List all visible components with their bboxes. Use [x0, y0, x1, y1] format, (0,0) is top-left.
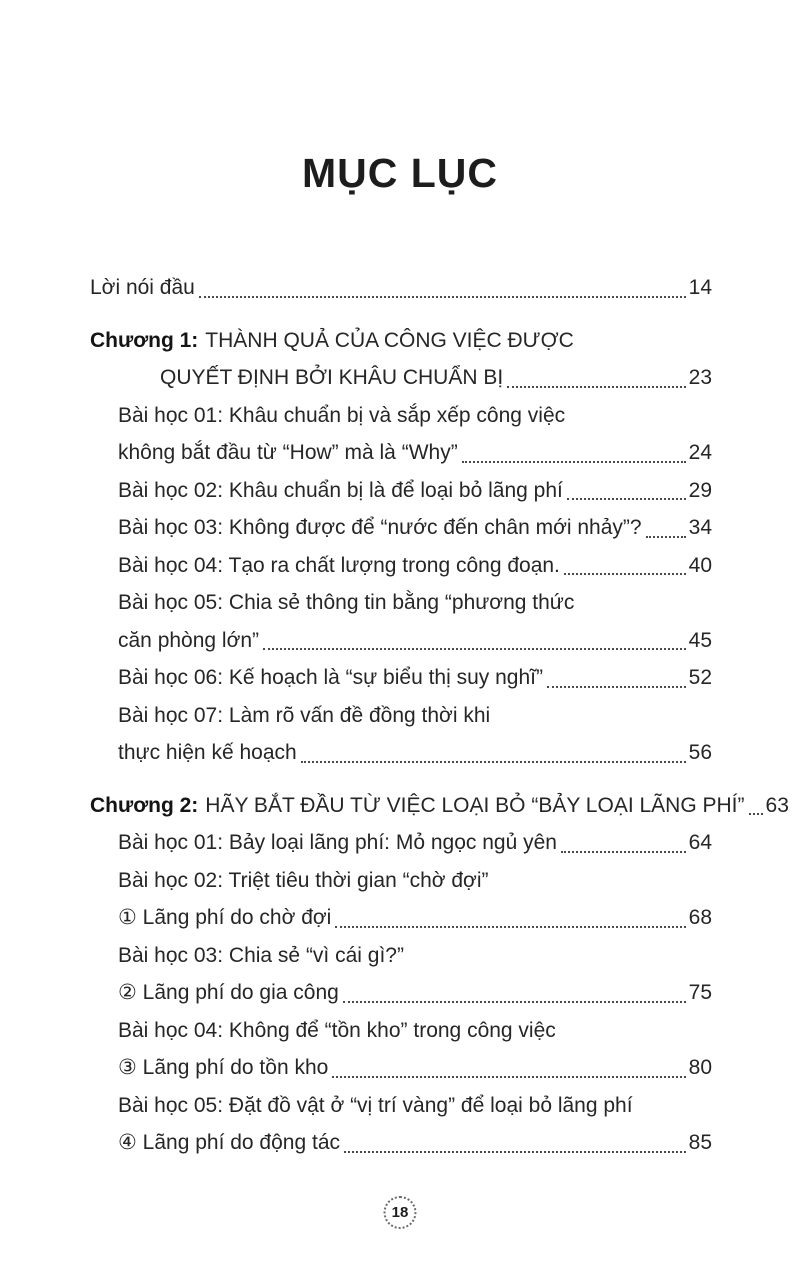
toc-page-number: 85	[688, 1131, 712, 1154]
toc-entry	[90, 787, 789, 825]
toc-line-text: Bài học 02: Khâu chuẩn bị là để loại bỏ lãng phí	[118, 478, 563, 502]
toc-line	[90, 1049, 712, 1087]
toc-entry	[90, 472, 712, 510]
toc-line-text: thực hiện kế hoạch	[118, 741, 297, 764]
dotted-leader	[749, 813, 763, 815]
page-title: MỤC LỤC	[301, 150, 499, 196]
toc-line	[90, 899, 712, 937]
toc-entry	[90, 1087, 712, 1162]
toc-line	[90, 974, 712, 1012]
toc-entry	[90, 269, 712, 307]
dotted-leader	[564, 573, 686, 575]
dotted-leader	[332, 1076, 685, 1078]
toc-line-text: Bài học 05: Chia sẻ thông tin bằng “phương thức	[118, 591, 575, 614]
dotted-leader	[343, 1001, 686, 1003]
toc-page-number: 34	[688, 516, 712, 539]
dotted-leader	[344, 1151, 686, 1153]
dotted-leader	[199, 296, 686, 298]
toc-entry	[90, 397, 712, 472]
toc-line	[90, 1087, 712, 1125]
toc-line-text: ② Lãng phí do gia công	[118, 981, 339, 1004]
toc-entry	[90, 697, 712, 772]
toc-line-text: Bài học 04: Tạo ra chất lượng trong công đoạn.	[118, 553, 560, 577]
dotted-leader	[263, 648, 686, 650]
toc-line	[90, 787, 789, 825]
toc-line	[90, 697, 712, 735]
toc-entry	[90, 322, 712, 397]
toc-line-text: Bài học 04: Không để “tồn kho” trong công việc	[118, 1018, 556, 1042]
footer-page-number-badge	[384, 1196, 417, 1229]
toc-line-text: Lời nói đầu	[90, 276, 195, 299]
toc-line	[90, 434, 712, 472]
toc-page-number: 52	[688, 666, 712, 689]
toc-page-number: 14	[688, 276, 712, 299]
toc-entry	[90, 1012, 712, 1087]
toc-page-number: 63	[765, 793, 789, 817]
toc-page-number: 23	[688, 366, 712, 389]
dotted-leader	[646, 536, 686, 538]
toc-line	[90, 659, 712, 697]
toc-line-text: Bài học 06: Kế hoạch là “sự biểu thị suy nghĩ”	[118, 666, 543, 689]
toc-line-text: ④ Lãng phí do động tác	[118, 1131, 340, 1154]
toc-line	[90, 269, 712, 307]
dotted-leader	[561, 851, 686, 853]
toc-page-number: 24	[688, 441, 712, 464]
toc-line	[90, 584, 712, 622]
toc-page-number: 80	[688, 1056, 712, 1079]
toc-page-number: 29	[688, 478, 712, 502]
toc-line-text: không bắt đầu từ “How” mà là “Why”	[118, 441, 458, 464]
toc-line	[90, 509, 712, 547]
toc-line	[90, 359, 712, 397]
toc-line-text: Bài học 07: Làm rõ vấn đề đồng thời khi	[118, 703, 491, 727]
dotted-leader	[462, 461, 686, 463]
toc-line-text: Bài học 01: Khâu chuẩn bị và sắp xếp công việc	[118, 403, 566, 427]
toc-entry	[90, 824, 712, 862]
toc-line	[90, 547, 712, 585]
toc-line-text: ① Lãng phí do chờ đợi	[118, 906, 332, 929]
toc-line	[90, 397, 712, 435]
toc-page-number: 75	[688, 981, 712, 1004]
toc-line-text: Bài học 05: Đặt đồ vật ở “vị trí vàng” để loại bỏ lãng phí	[118, 1093, 633, 1117]
toc-line	[90, 1012, 712, 1050]
toc-page-number: 64	[688, 831, 712, 854]
dotted-leader	[507, 386, 685, 388]
toc-entry	[90, 862, 712, 937]
toc-entry	[90, 584, 712, 659]
toc-line-text: căn phòng lớn”	[118, 628, 260, 652]
toc-page-number: 40	[688, 553, 712, 577]
toc-line-text: ③ Lãng phí do tồn kho	[118, 1056, 329, 1079]
dotted-leader	[567, 498, 686, 500]
toc-list	[0, 269, 800, 1162]
toc-line	[90, 862, 712, 900]
toc-page-number: 68	[688, 906, 712, 929]
dotted-leader	[547, 686, 686, 688]
footer-page-number: 18	[391, 1204, 409, 1221]
toc-line-text: Bài học 02: Triệt tiêu thời gian “chờ đợi”	[118, 868, 489, 892]
chapter-label: Chương 2:	[90, 793, 199, 817]
toc-line	[90, 937, 712, 975]
toc-line	[90, 322, 712, 360]
dotted-leader	[301, 761, 686, 763]
toc-line-text: Bài học 01: Bảy loại lãng phí: Mỏ ngọc ngủ yên	[118, 831, 557, 854]
toc-line-text: Bài học 03: Chia sẻ “vì cái gì?”	[118, 943, 404, 967]
toc-entry	[90, 509, 712, 547]
toc-line-text: QUYẾT ĐỊNH BỞI KHÂU CHUẨN BỊ	[160, 366, 504, 389]
toc-page-number: 45	[688, 628, 712, 652]
toc-line	[90, 622, 712, 660]
toc-line	[90, 734, 712, 772]
toc-line	[90, 824, 712, 862]
toc-line-text: Bài học 03: Không được để “nước đến chân mới nhảy”?	[118, 516, 642, 539]
toc-line	[90, 472, 712, 510]
toc-entry	[90, 547, 712, 585]
toc-line	[90, 1124, 712, 1162]
dotted-leader	[335, 926, 685, 928]
toc-line-text: THÀNH QUẢ CỦA CÔNG VIỆC ĐƯỢC	[205, 328, 574, 352]
toc-page-number: 56	[688, 741, 712, 764]
chapter-label: Chương 1:	[90, 328, 199, 352]
toc-line-text: HÃY BẮT ĐẦU TỪ VIỆC LOẠI BỎ “BẢY LOẠI LÃNG PHÍ”	[205, 793, 745, 817]
toc-entry	[90, 937, 712, 1012]
toc-entry	[90, 659, 712, 697]
